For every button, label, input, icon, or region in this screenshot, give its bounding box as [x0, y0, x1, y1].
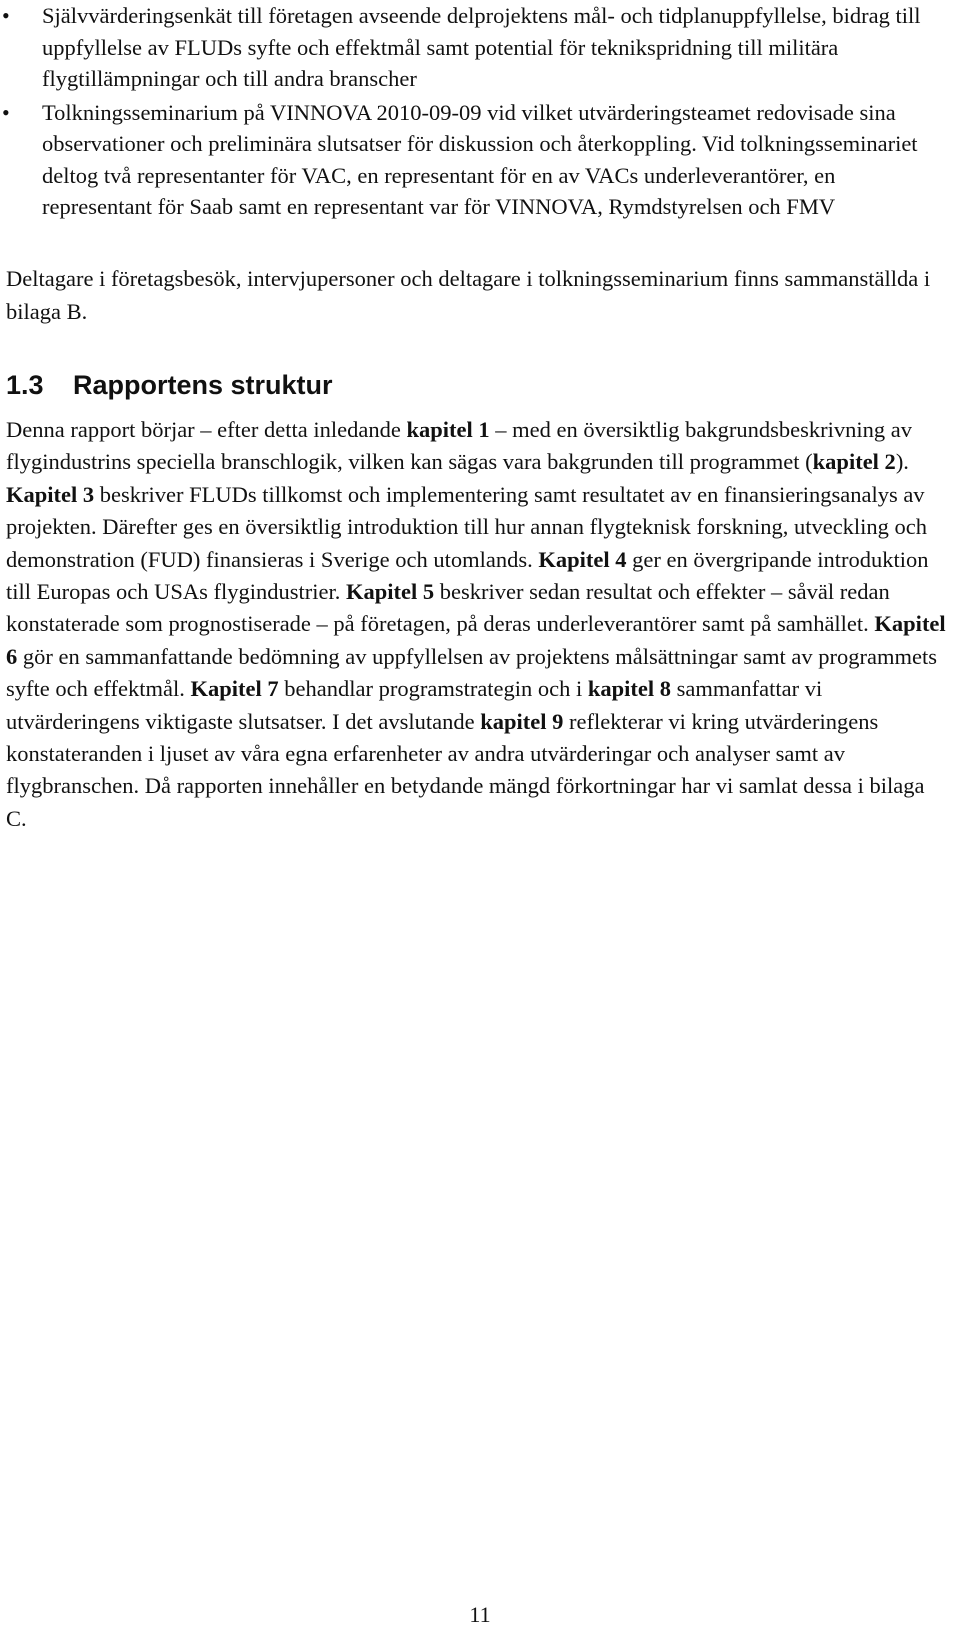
paragraph-text-segment: Denna rapport börjar – efter detta inledande [6, 417, 407, 442]
paragraph-text-segment: sammanfattar vi utvärderingens viktigaste slutsatser. I det avslutande [6, 676, 823, 734]
paragraph-text-segment: – med en översiktlig bakgrundsbeskrivning av flygindustrins speciella branschlogik, vilken kan sägas vara bakgrunden till programmet ( [6, 417, 913, 475]
method-bullet-list [0, 0, 940, 223]
participants-paragraph: Deltagare i företagsbesök, intervjupersoner och deltagare i tolkningsseminarium finns sammanställda i bilaga B. [6, 266, 931, 324]
chapter-reference: kapitel 8 [587, 676, 672, 702]
paragraph-text-segment: ). [895, 449, 909, 475]
paragraph-text-segment: reflekterar vi kring utvärderingens konstateranden i ljuset av våra egna erfarenheter av andra utvärderingar och analyser samt av flygbranschen. Då rapporten innehåller en betydande mängd förkortningar har vi samlat dessa i bilaga C. [6, 708, 925, 831]
chapter-reference: Kapitel 3 [6, 481, 95, 507]
section-title: Rapportens struktur [73, 370, 333, 400]
section-number: 1.3 [6, 370, 44, 400]
structure-paragraph [6, 414, 950, 835]
chapter-reference: Kapitel 6 [6, 611, 946, 669]
bullet-icon: • [2, 3, 10, 28]
paragraph-text-segment: ger en övergripande introduktion till Europas och USAs flygindustrier. [6, 546, 929, 605]
paragraph-text-segment: behandlar programstrategin och i [278, 676, 588, 702]
bullet-item-self-assessment [0, 0, 940, 95]
chapter-reference: Kapitel 5 [345, 579, 435, 605]
bullet-icon: • [2, 99, 10, 125]
paragraph-text-segment: gör en sammanfattande bedömning av uppfyllelsen av projektens målsättningar samt av programmets syfte och effektmål. [6, 643, 937, 702]
paragraph-text-segment: beskriver FLUDs tillkomst och implementering samt resultatet av en finansieringsanalys av projekten. Därefter ges en översiktlig introduktion till hur annan flygteknisk forskning, utveckling och demonstration (FUD) finansieras i Sverige och utomlands. [6, 481, 928, 572]
chapter-reference: kapitel 1 [406, 417, 490, 442]
chapter-reference: kapitel 2 [812, 449, 896, 475]
bullet-text: Självvärderingsenkät till företagen avseende delprojektens mål- och tidplanuppfyllelse, bidrag till uppfyllelse av FLUDs syfte och effektmål samt potential för teknikspridning till militära flygtillämpningar och till andra branscher [42, 3, 921, 91]
paragraph-text-segment: beskriver sedan resultat och effekter – såväl redan konstaterade som prognostiserade – på företagen, på deras underleverantörer samt på samhället. [6, 579, 890, 637]
bullet-text: Tolkningsseminarium på VINNOVA 2010-09-09 vid vilket utvärderingsteamet redovisade sina observationer och preliminära slutsatser för diskussion och återkoppling. Vid tolkningsseminariet deltog två representanter för VAC, en representant för en av VACs underleverantörer, en representant för Saab samt en representant var för VINNOVA, Rymdstyrelsen och FMV [42, 99, 918, 219]
section-heading [6, 368, 333, 402]
page-number: 11 [469, 1602, 491, 1627]
chapter-reference: Kapitel 7 [190, 676, 279, 702]
chapter-reference: Kapitel 4 [538, 546, 627, 572]
chapter-reference: kapitel 9 [480, 708, 564, 734]
bullet-item-seminar [0, 97, 940, 223]
